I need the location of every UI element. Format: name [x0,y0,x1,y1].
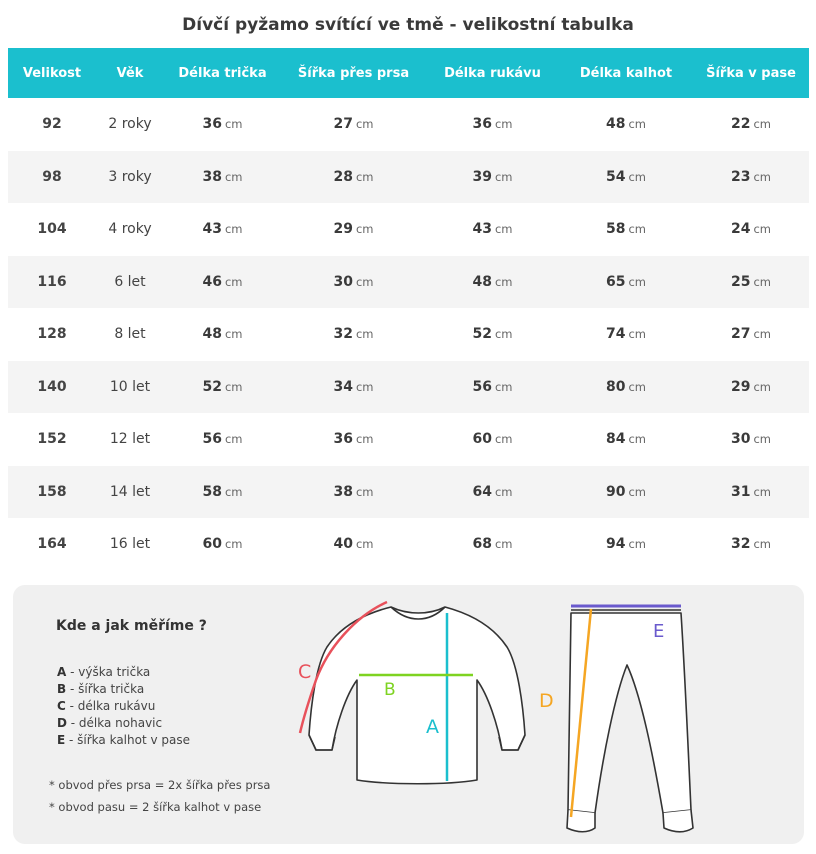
cell-age: 3 roky [96,151,164,204]
cell-unit: cm [628,484,646,499]
cell-chest-width [281,518,426,571]
cell-size: 140 [8,361,96,414]
cell-value: 30 [333,273,353,290]
cell-waist-width [693,361,809,414]
cell-value: 80 [605,378,626,395]
cell-pants-length [559,413,693,466]
cell-age: 12 let [109,431,151,448]
cell-value: 40 [333,536,353,553]
cell-value: 56 [472,378,492,395]
cell-pants-length [559,151,693,204]
cell-sleeve-length [426,361,559,414]
cell-pants-length [559,203,693,256]
cell-unit: cm [628,379,646,394]
cell-value: 43 [472,221,492,238]
cell-shirt-length [164,466,281,519]
legend-item-e: E - šířka kalhot v pase [57,733,191,747]
cell-chest-width [281,256,426,309]
cell-sleeve-length [426,308,559,361]
legend-item-c: C - délka rukávu [57,699,156,713]
cell-unit: cm [494,274,513,289]
cell-value: 74 [605,326,626,343]
header-sirka-v-pase: Šířka v pase [693,48,809,98]
cell-chest-width [281,466,426,519]
cell-shirt-length [164,98,281,151]
cell-value: 24 [730,221,751,238]
cell-size: 164 [37,536,67,553]
cell-value: 32 [730,536,751,553]
table-row [8,413,809,466]
cell-unit: cm [224,117,243,132]
cell-value: 48 [472,273,492,290]
cell-pants-length [559,518,693,571]
note-waist: * obvod pasu = 2 šířka kalhot v pase [49,800,262,814]
header-sirka-pres-prsa: Šířka přes prsa [281,48,426,98]
cell-shirt-length [164,308,281,361]
header-vek: Věk [96,48,164,98]
cell-unit: cm [224,537,243,552]
cell-age: 16 let [109,536,151,553]
cell-unit: cm [494,484,513,499]
cell-value: 36 [472,116,492,133]
cell-value: 60 [472,431,492,448]
legend-item-d: D - délka nohavic [57,716,163,730]
header-delka-kalhot: Délka kalhot [559,48,693,98]
table-row [8,308,809,361]
cell-unit: cm [628,432,646,447]
table-header-row [8,48,809,98]
cell-value: 58 [605,221,626,238]
cell-age: 2 roky [108,116,152,133]
cell-unit: cm [355,484,374,499]
cell-unit: cm [224,432,243,447]
cell-unit: cm [355,327,374,342]
cell-unit: cm [494,222,513,237]
cell-unit: cm [355,117,374,132]
cell-value: 54 [605,168,626,185]
cell-unit: cm [753,379,771,394]
cell-waist-width [693,151,809,204]
cell-value: 64 [472,483,492,500]
cell-unit: cm [494,537,513,552]
table-row [8,203,809,256]
cell-age: 6 let [96,256,164,309]
cell-unit: cm [628,274,646,289]
cell-value: 46 [202,273,222,290]
cell-value: 34 [333,378,353,395]
cell-unit: cm [753,274,771,289]
cell-unit: cm [753,537,771,552]
cell-value: 36 [202,116,222,133]
cell-value: 36 [333,431,353,448]
cell-age: 14 let [96,466,164,519]
cell-unit: cm [355,537,374,552]
measurement-guide [13,585,804,844]
cell-shirt-length [164,518,281,571]
cell-unit: cm [494,432,513,447]
cell-sleeve-length [426,203,559,256]
cell-chest-width [281,203,426,256]
cell-value: 56 [202,431,222,448]
cell-sleeve-length [426,151,559,204]
cell-value: 58 [202,483,222,500]
cell-shirt-length [164,256,281,309]
cell-unit: cm [628,117,646,132]
shirt-illustration [309,607,525,784]
cell-pants-length [559,308,693,361]
cell-size: 98 [8,151,96,204]
cell-unit: cm [494,117,513,132]
cell-shirt-length [164,361,281,414]
cell-waist-width [693,413,809,466]
cell-sleeve-length [426,466,559,519]
cell-unit: cm [224,222,243,237]
cell-unit: cm [628,327,646,342]
cell-unit: cm [628,169,646,184]
cell-waist-width [693,256,809,309]
cell-unit: cm [628,537,646,552]
cell-age: 8 let [114,326,146,343]
table-row [8,98,809,151]
cell-pants-length [559,361,693,414]
cell-value: 65 [605,273,626,290]
cell-sleeve-length [426,256,559,309]
cell-chest-width [281,151,426,204]
cell-value: 68 [472,536,492,553]
cell-unit: cm [494,169,513,184]
cell-unit: cm [494,327,513,342]
cell-unit: cm [224,379,243,394]
table-row [8,256,809,309]
cell-unit: cm [753,222,771,237]
cell-unit: cm [355,274,374,289]
cell-age: 10 let [96,361,164,414]
cell-value: 43 [202,221,222,238]
cell-waist-width [693,466,809,519]
cell-value: 52 [472,326,492,343]
cell-pants-length [559,256,693,309]
cell-sleeve-length [426,98,559,151]
cell-unit: cm [628,222,646,237]
cell-value: 48 [202,326,222,343]
cell-unit: cm [224,274,243,289]
header-delka-rukavu: Délka rukávu [426,48,559,98]
label-a: A [426,716,439,738]
cell-value: 30 [730,431,751,448]
cell-value: 38 [202,168,222,185]
cell-value: 52 [202,378,222,395]
cell-value: 31 [730,483,751,500]
cell-value: 29 [333,221,353,238]
cell-size: 104 [37,221,67,238]
cell-waist-width [693,98,809,151]
cell-age: 4 roky [108,221,152,238]
cell-unit: cm [753,169,771,184]
cell-value: 84 [605,431,626,448]
page-title: Dívčí pyžamo svítící ve tmě - velikostní tabulka [182,15,634,35]
pants-illustration [567,613,693,832]
cell-value: 90 [605,483,626,500]
legend-item-b: B - šířka trička [57,682,145,696]
cell-chest-width [281,308,426,361]
cell-shirt-length [164,151,281,204]
note-chest: * obvod přes prsa = 2x šířka přes prsa [49,778,271,792]
cell-value: 28 [333,168,353,185]
cell-unit: cm [224,169,243,184]
cell-value: 27 [730,326,751,343]
guide-title: Kde a jak měříme ? [56,618,207,634]
header-delka-tricka: Délka trička [164,48,281,98]
cell-waist-width [693,203,809,256]
cell-unit: cm [355,169,374,184]
cell-value: 94 [605,536,626,553]
cell-chest-width [281,361,426,414]
legend-item-a: A - výška trička [57,665,151,679]
cell-unit: cm [753,484,771,499]
table-row [8,466,809,519]
cell-value: 39 [472,168,492,185]
cell-unit: cm [753,327,771,342]
table-row [8,361,809,414]
label-e: E [653,621,665,642]
cell-shirt-length [164,413,281,466]
table-row [8,518,809,571]
size-table [8,48,809,571]
cell-size: 152 [37,431,67,448]
cell-unit: cm [224,484,243,499]
cell-shirt-length [164,203,281,256]
cell-unit: cm [753,117,771,132]
cell-value: 23 [730,168,751,185]
garment-diagram [13,585,804,844]
cell-value: 22 [730,116,751,133]
cell-value: 48 [605,116,626,133]
cell-pants-length [559,466,693,519]
cell-sleeve-length [426,518,559,571]
cell-value: 29 [730,378,751,395]
cell-size: 128 [37,326,67,343]
cell-unit: cm [355,432,374,447]
cell-pants-length [559,98,693,151]
cell-size: 116 [8,256,96,309]
cell-chest-width [281,413,426,466]
cell-size: 158 [8,466,96,519]
label-c: C [298,661,312,683]
label-b: B [384,680,396,700]
cell-size: 92 [42,116,62,133]
cell-chest-width [281,98,426,151]
header-velikost: Velikost [8,48,96,98]
cell-unit: cm [753,432,771,447]
table-row [8,151,809,204]
cell-value: 25 [730,273,751,290]
cell-waist-width [693,518,809,571]
cell-value: 38 [333,483,353,500]
cell-unit: cm [494,379,513,394]
cell-unit: cm [355,222,374,237]
cell-value: 32 [333,326,353,343]
cell-sleeve-length [426,413,559,466]
cell-unit: cm [224,327,243,342]
label-d: D [539,690,554,712]
cell-unit: cm [355,379,374,394]
cell-waist-width [693,308,809,361]
cell-value: 60 [202,536,222,553]
cell-value: 27 [333,116,353,133]
